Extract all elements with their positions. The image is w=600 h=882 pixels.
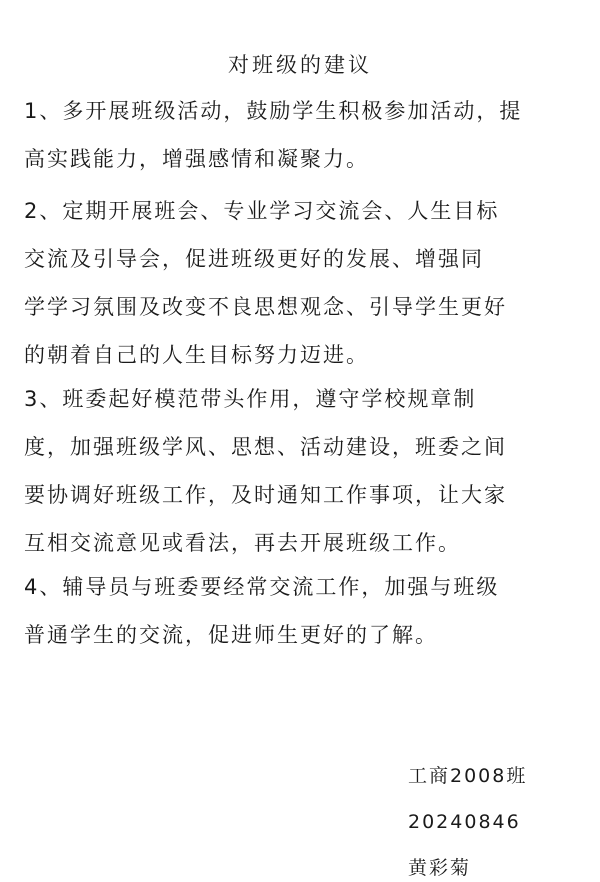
text-line: 要协调好班级工作，及时通知工作事项，让大家	[24, 483, 507, 507]
signature-student-id: 20240846	[408, 811, 521, 833]
text-line: 的朝着自己的人生目标努力迈进。	[24, 343, 369, 367]
text-line: 普通学生的交流，促进师生更好的了解。	[24, 623, 438, 647]
text-line: 高实践能力，增强感情和凝聚力。	[24, 147, 369, 171]
text-line: 1、多开展班级活动，鼓励学生积极参加活动，提	[24, 99, 523, 123]
text-line: 交流及引导会，促进班级更好的发展、增强同	[24, 247, 484, 271]
text-line: 学学习氛围及改变不良思想观念、引导学生更好	[24, 295, 507, 319]
text-line: 互相交流意见或看法，再去开展班级工作。	[24, 531, 461, 555]
signature-class: 工商2008班	[408, 765, 528, 787]
signature-name: 黄彩菊	[408, 857, 472, 879]
text-line: 3、班委起好模范带头作用，遵守学校规章制	[24, 387, 477, 411]
text-line: 2、定期开展班会、专业学习交流会、人生目标	[24, 199, 500, 223]
document-title: 对班级的建议	[228, 53, 372, 77]
text-line: 4、辅导员与班委要经常交流工作，加强与班级	[24, 575, 500, 599]
text-line: 度，加强班级学风、思想、活动建设，班委之间	[24, 435, 507, 459]
